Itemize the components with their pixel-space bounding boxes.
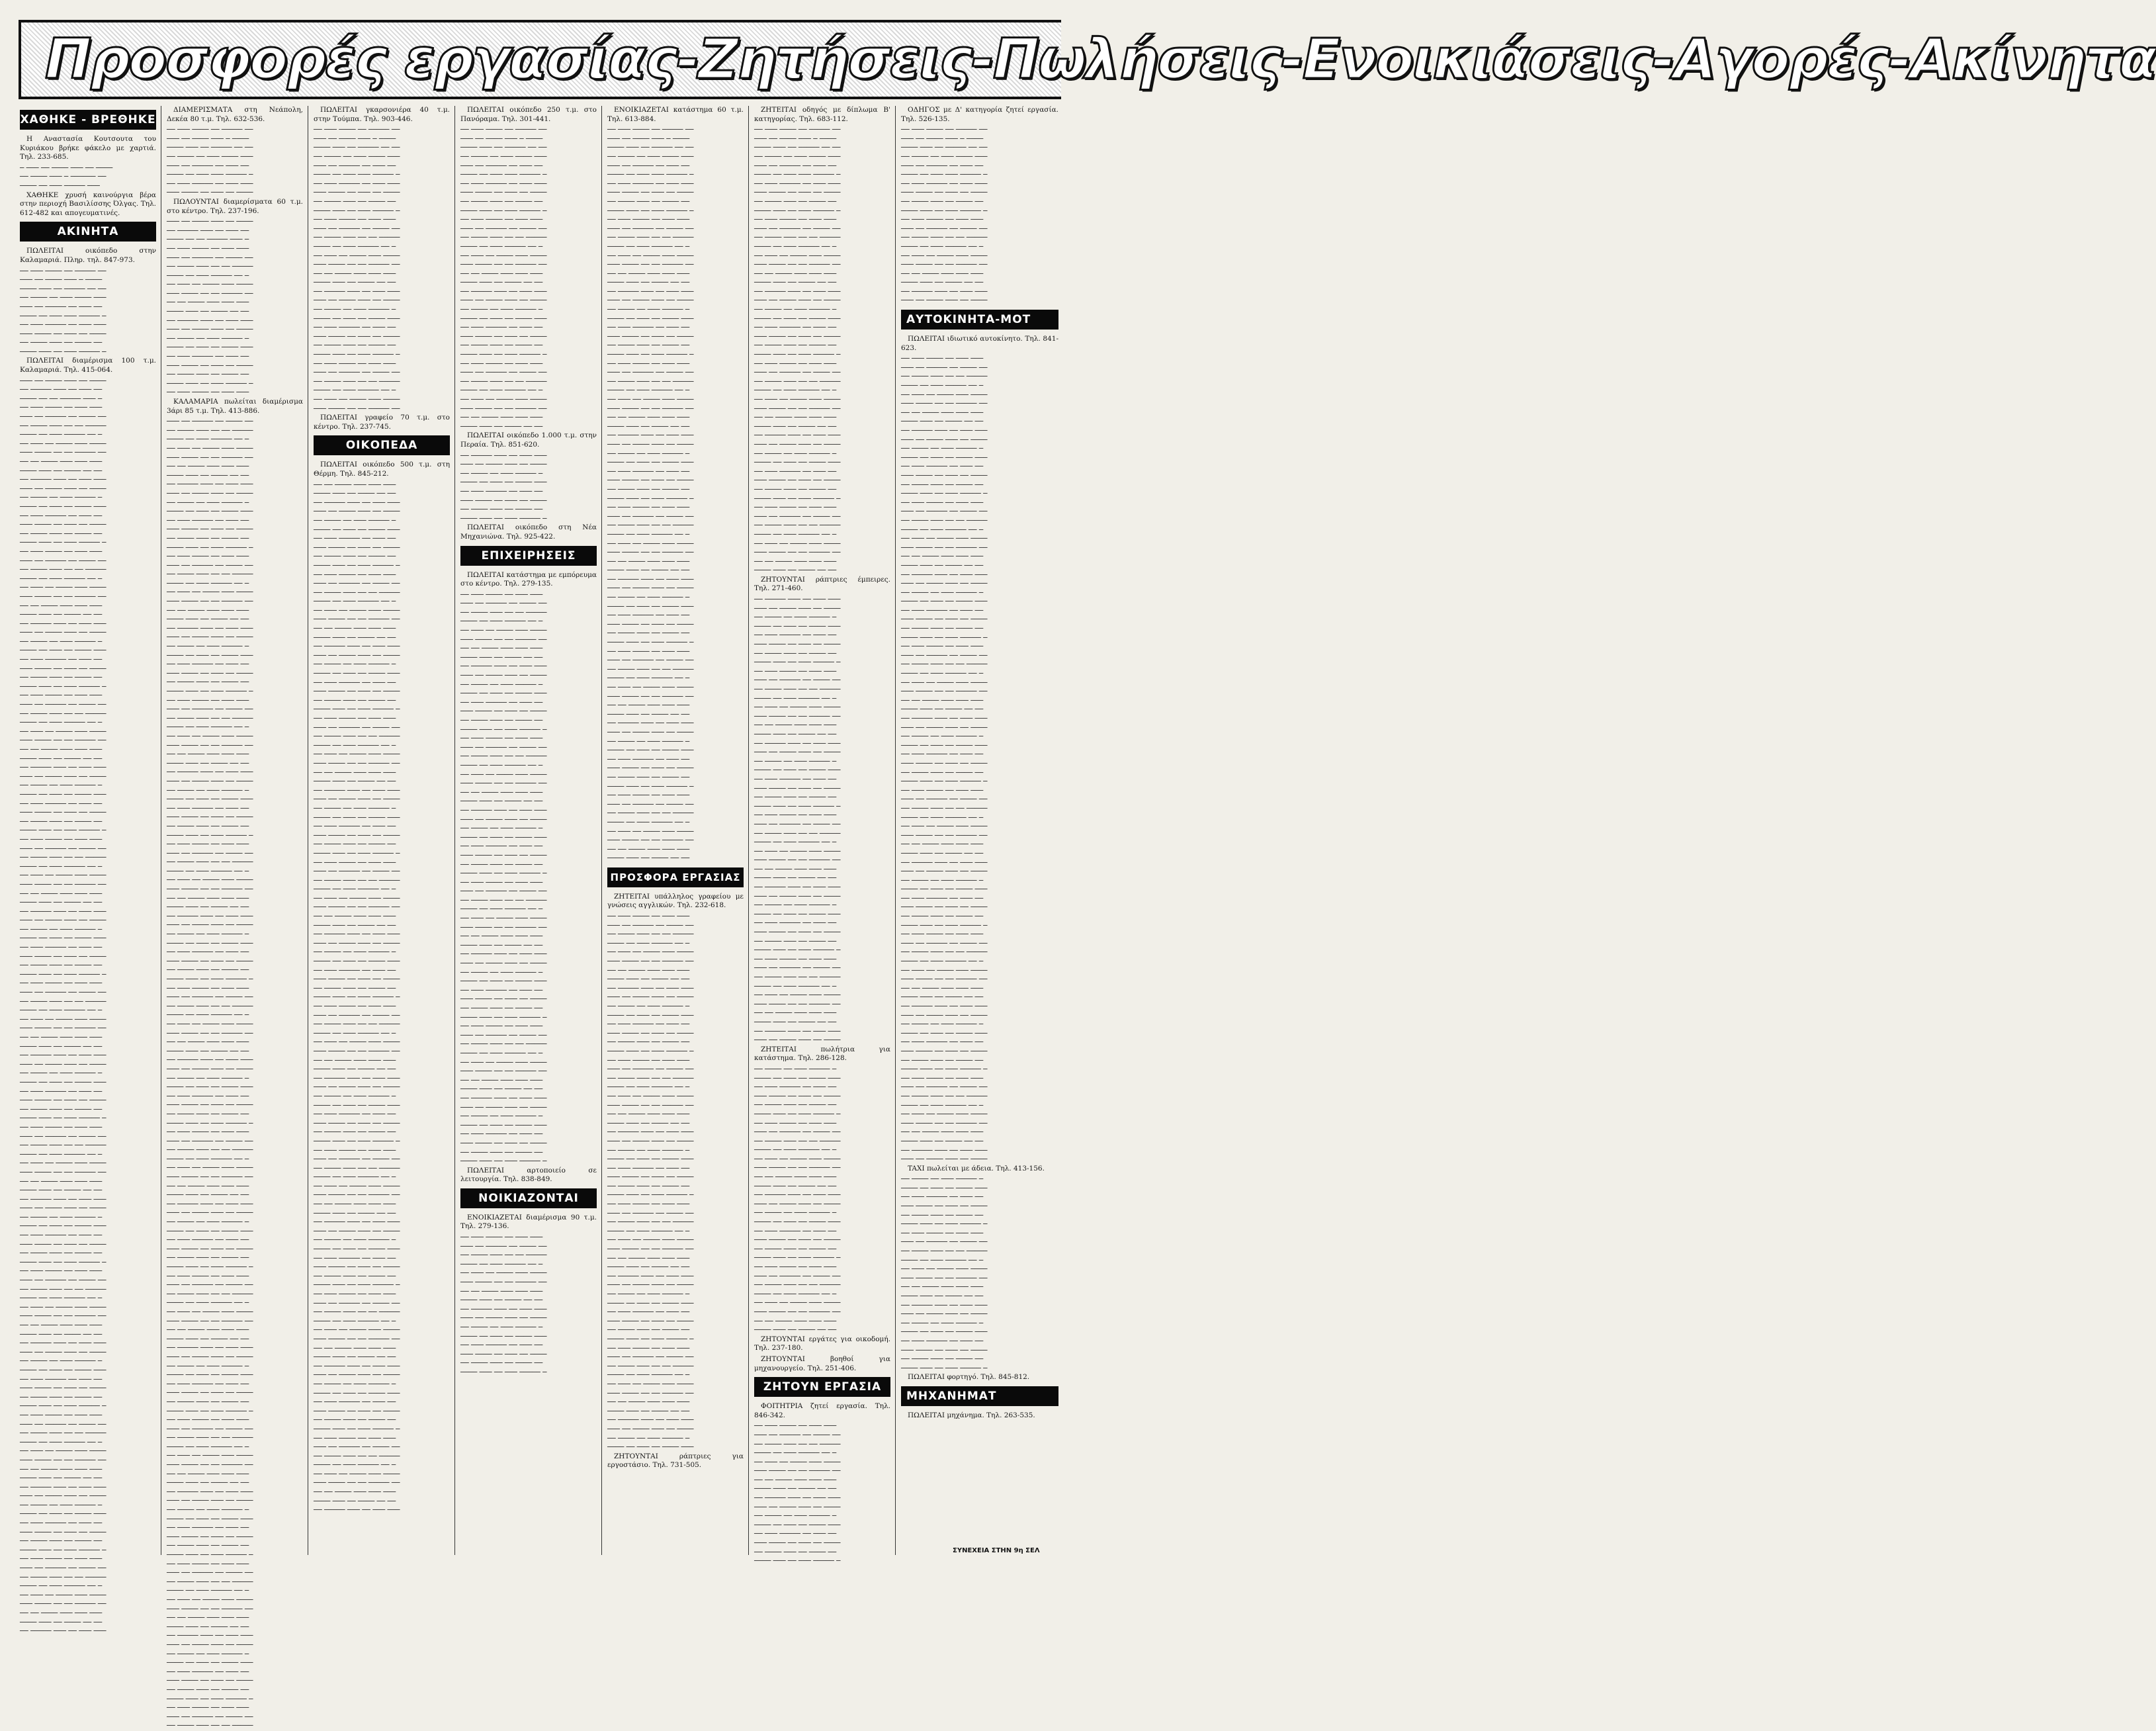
- ad-item: ΠΩΛΕΙΤΑΙ διαμέρισμα 100 τ.μ. Καλαμαριά. Τηλ. 415-064.: [20, 357, 156, 375]
- column-2: [167, 106, 303, 1730]
- banner-title: Προσφορές εργασίας-Ζητήσεις-Πωλήσεις-Ενοικιάσεις-Αγορές-Ακίνητα: [45, 26, 2156, 91]
- ad-item: ΦΟΙΤΗΤΡΙΑ ζητεί εργασία. Τηλ. 846-342.: [754, 1402, 890, 1419]
- ad-text-block: ── ─── ──── ── ───── ── ─── ── ──── ─── ─ ──── ──── ─── ── ───── ── ── ── ──── ── ─── ──── ─── ─── ── ───── ── ─── ── ──── ── ─── ─── ───── ─ ── ─── ───── ── ─── ─── ─── ──── ── ─── ── ──── ── ──── ─── ── ──── ── ──── ─── ── ─── ───── ─: [20, 267, 107, 356]
- ad-item: ΠΩΛΕΙΤΑΙ φορτηγό. Τηλ. 845-812.: [908, 1373, 1030, 1382]
- ad-text-block: ── ─── ──── ── ───── ── ─── ── ──── ─── ─ ──── ──── ─── ── ───── ── ── ── ──── ── ─── ──── ─── ─── ── ───── ── ─── ── ──── ── ─── ─── ───── ─ ── ─── ───── ── ─── ─── ─── ──── ── ─── ── ────: [167, 126, 253, 197]
- ad-item: ΖΗΤΕΙΤΑΙ πωλήτρια για κατάστημα. Τηλ. 286-128.: [754, 1045, 890, 1063]
- ad-text-block: ── ──── ── ─── ───── ─ ──── ── ─── ── ──── ─── ── ─── ───── ── ─── ── ─── ──── ── ─── ── ──── ── ──── ─── ── ──── ── ──── ─── ── ─── ───── ─ ── ─── ──── ── ─── ─── ─── ── ───── ── ──── ── ── ──── ─── ── ── ───── ──── ── ─── ───── ── ─ ── ─── ── ──── ─── ──── ─── ──── ── ── ───── ── ── ── ──── ─── ─── ─── ──── ─── ── ──── ── ── ── ───── ─── ── ─── ─── ─── ── ──── ─── ── ──── ── ──── ── ─── ───── ─ ──── ── ─── ── ──── ─── ── ─── ───── ── ─── ── ─── ──── ── ─── ── ──── ── ──── ─── ── ──── ── ──── ─── ── ─── ───── ─: [901, 1175, 988, 1372]
- ad-text-block: ── ───── ─── ── ─── ─── ─── ── ──── ─── ── ──── ── ──── ── ─── ───── ─ ──── ── ─── ── ──── ─── ── ─── ───── ── ─── ── ─── ──── ── ─── ── ──── ── ──── ─── ── ──── ── ──── ─── ── ─── ───── ─ ── ─── ──── ── ─── ─── ─── ── ───── ── ──── ── ── ──── ─── ── ── ───── ──── ── ─── ───── ── ─ ── ─── ── ──── ─── ──── ─── ──── ── ── ───── ── ── ── ──── ─── ─── ─── ──── ─── ── ──── ── ── ── ───── ─── ── ─── ─── ─── ── ──── ─── ── ──── ── ──── ── ─── ───── ─ ──── ── ─── ── ──── ─── ── ─── ───── ── ─── ── ─── ──── ── ─── ── ──── ── ──── ─── ── ──── ── ──── ─── ── ─── ───── ─ ── ─── ──── ── ─── ─── ─── ── ───── ── ──── ── ── ──── ─── ── ── ───── ──── ── ─── ───── ── ─ ── ─── ── ──── ─── ──── ─── ──── ── ── ───── ── ── ── ──── ─── ─── ─── ──── ─── ── ──── ── ── ── ───── ─── ── ─── ─── ─── ── ──── ─── ── ──── ── ──── ── ─── ───── ─ ──── ── ─── ── ──── ─── ── ─── ───── ── ─── ── ─── ──── ── ─── ── ──── ── ──── ─── ── ──── ── ──── ─── ── ─── ───── ─ ── ─── ──── ── ─── ─── ─── ── ───── ── ──── ── ── ──── ─── ── ── ───── ──── ── ─── ───── ── ─ ── ─── ── ──── ─── ──── ─── ──── ── ── ───── ── ── ── ──── ─── ─── ─── ──── ─── ── ──── ── ── ── ───── ─── ── ─── ─── ─── ── ──── ─── ── ────: [754, 596, 841, 1045]
- ad-item: ΟΔΗΓΟΣ με Δ' κατηγορία ζητεί εργασία. Τηλ. 526-135.: [901, 106, 1058, 123]
- section-for-rent: ΝΟΙΚΙΑΖΟΝΤΑΙ: [460, 1188, 597, 1208]
- column-1: [20, 106, 156, 1636]
- ad-text-block: ── ─── ──── ── ───── ── ─── ── ──── ─── ─ ──── ──── ─── ── ───── ── ── ── ──── ── ─── ──── ─── ─── ── ───── ── ─── ── ──── ── ─── ─── ───── ─ ── ─── ───── ── ─── ─── ─── ──── ── ─── ── ──── ── ──── ─── ── ──── ── ──── ─── ── ─── ───── ─ ── ─── ──── ── ─── ─── ─── ── ───── ── ──── ── ── ──── ─── ── ── ───── ──── ── ─── ───── ── ─ ── ─── ── ──── ─── ──── ─── ──── ── ── ───── ── ── ── ──── ─── ─── ─── ──── ─── ── ──── ── ── ── ───── ─── ── ─── ─── ─── ── ──── ─── ── ──── ── ──── ── ─── ───── ─ ──── ── ─── ── ──── ─── ── ─── ───── ── ─── ── ─── ──── ── ─── ── ──── ── ──── ─── ── ──── ── ──── ─── ── ─── ───── ─ ── ─── ──── ── ─── ─── ─── ── ───── ── ──── ── ── ──── ─── ── ── ───── ──── ── ─── ───── ── ─ ── ─── ── ──── ─── ──── ─── ──── ── ── ───── ── ── ── ──── ─── ─── ─── ──── ─── ── ──── ── ── ── ───── ─── ── ─── ─── ─── ── ──── ─── ── ──── ── ──── ── ─── ───── ─ ──── ── ─── ── ──── ─── ── ─── ───── ── ─── ── ─── ──── ── ─── ── ──── ── ──── ─── ── ──── ── ──── ─── ── ─── ───── ─ ── ─── ──── ── ─── ─── ─── ── ───── ── ──── ── ── ──── ─── ── ── ───── ──── ── ─── ───── ── ─ ── ─── ── ──── ─── ──── ─── ──── ── ── ───── ── ── ── ──── ─── ─── ─── ──── ─── ── ──── ── ── ── ───── ─── ── ─── ─── ─── ── ──── ─── ── ──── ── ──── ── ─── ───── ─ ──── ── ─── ── ──── ─── ── ─── ───── ── ─── ── ─── ──── ── ─── ── ──── ── ──── ─── ── ──── ── ──── ─── ── ─── ───── ─ ── ─── ──── ── ─── ─── ─── ── ───── ── ──── ── ── ──── ─── ── ── ───── ──── ── ─── ───── ── ─ ── ─── ── ──── ─── ──── ─── ──── ── ── ───── ── ── ── ──── ─── ─── ─── ──── ─── ── ──── ── ── ── ───── ─── ── ─── ─── ─── ── ──── ─── ── ──── ── ──── ── ─── ───── ─ ──── ── ─── ── ──── ─── ── ─── ───── ── ─── ── ─── ──── ── ─── ── ──── ── ──── ─── ── ──── ── ──── ─── ── ─── ───── ─ ── ─── ──── ── ─── ─── ─── ── ───── ── ──── ── ── ──── ─── ── ── ───── ──── ── ─── ───── ── ─ ── ─── ── ──── ─── ──── ─── ──── ── ── ───── ── ── ── ──── ─── ─── ─── ──── ─── ── ──── ── ──: [607, 126, 694, 863]
- ad-text-block: ── ─── ──── ── ─── ─── ─── ── ───── ── ──── ── ── ──── ─── ── ── ───── ──── ── ─── ───── ── ─ ── ─── ── ──── ─── ──── ─── ──── ── ── ───── ── ── ── ──── ─── ─── ─── ──── ─── ── ──── ── ── ── ───── ─── ── ─── ─── ─── ── ──── ─── ── ──── ── ──── ── ─── ───── ─ ──── ── ─── ── ──── ─── ── ─── ───── ── ─── ── ─── ──── ── ─── ── ──── ── ──── ─── ── ──── ── ──── ─── ── ─── ───── ─ ── ─── ──── ── ─── ─── ─── ── ───── ── ──── ── ── ──── ─── ── ── ───── ──── ── ─── ───── ── ─ ── ─── ── ──── ─── ──── ─── ──── ── ── ───── ── ── ── ──── ─── ─── ─── ──── ─── ── ──── ── ── ── ───── ─── ── ─── ─── ─── ── ──── ─── ── ──── ── ──── ── ─── ───── ─ ──── ── ─── ── ──── ─── ── ─── ───── ── ─── ── ─── ──── ── ─── ── ──── ── ──── ─── ── ──── ── ──── ─── ── ─── ───── ─ ── ─── ──── ── ─── ─── ─── ── ───── ── ──── ── ── ──── ─── ── ── ───── ──── ── ─── ───── ── ─ ── ─── ── ──── ─── ──── ─── ──── ── ── ───── ── ── ── ──── ─── ─── ─── ──── ─── ── ──── ── ── ── ───── ─── ── ─── ─── ─── ── ──── ─── ── ──── ── ──── ── ─── ───── ─ ──── ── ─── ── ──── ─── ── ─── ───── ── ─── ── ─── ──── ── ─── ── ──── ── ──── ─── ── ──── ── ──── ─── ── ─── ───── ─ ── ─── ──── ── ─── ─── ─── ── ───── ── ──── ── ── ──── ─── ── ── ───── ──── ── ─── ───── ── ─ ── ─── ── ──── ─── ──── ─── ──── ── ── ───── ── ── ── ──── ─── ─── ─── ──── ─── ── ──── ── ── ── ───── ─── ── ─── ─── ─── ── ──── ─── ── ──── ── ──── ── ─── ───── ─ ──── ── ─── ── ──── ─── ── ─── ───── ── ─── ── ─── ──── ── ─── ── ──── ── ──── ─── ── ──── ── ──── ─── ── ─── ───── ─: [460, 590, 547, 1166]
- ad-text-block: ── ─── ──── ── ───── ── ─── ── ──── ─── ─ ──── ──── ─── ── ───── ── ── ── ──── ── ─── ──── ─── ─── ── ───── ── ─── ── ──── ── ─── ─── ───── ─ ── ─── ───── ── ─── ─── ─── ──── ── ─── ── ──── ── ──── ─── ── ──── ── ──── ─── ── ─── ───── ─ ── ─── ──── ── ─── ─── ─── ── ───── ── ──── ── ── ──── ─── ── ── ───── ──── ── ─── ───── ── ─ ── ─── ── ──── ─── ──── ─── ──── ── ── ───── ── ── ── ──── ─── ─── ─── ──── ─── ── ──── ── ── ── ───── ─── ── ─── ─── ─── ── ──── ─── ── ────: [901, 126, 988, 305]
- column-rule: [601, 106, 602, 1555]
- ad-item: ΔΙΑΜΕΡΙΣΜΑΤΑ στη Νεάπολη, Δεκέα 80 τ.μ. Τηλ. 632-536.: [167, 106, 303, 123]
- ad-text-block: ── ── ──── ─── ─── ─── ──── ─── ── ──── ── ── ── ───── ─── ── ─── ─── ─── ── ──── ─── ── ──── ── ──── ── ─── ───── ─ ──── ── ─── ── ──── ─── ── ─── ───── ── ─── ── ─── ──── ── ─── ── ──── ── ──── ─── ── ──── ── ──── ─── ── ─── ───── ─ ── ─── ──── ── ─── ─── ─── ── ───── ── ──── ── ── ──── ─── ── ── ───── ──── ── ─── ───── ── ─ ── ─── ── ──── ─── ──── ─── ──── ── ── ───── ── ── ── ──── ─── ─── ─── ──── ─── ── ──── ── ── ── ───── ─── ── ─── ─── ─── ── ──── ─── ── ──── ── ──── ── ─── ───── ─ ──── ── ─── ── ──── ─── ── ─── ───── ── ─── ── ─── ──── ── ─── ── ──── ── ──── ─── ── ──── ── ──── ─── ── ─── ───── ─ ── ─── ──── ── ─── ─── ─── ── ───── ── ──── ── ── ──── ─── ── ── ───── ──── ── ─── ───── ── ─ ── ─── ── ──── ─── ──── ─── ──── ── ── ───── ── ── ── ──── ─── ─── ─── ──── ─── ── ──── ── ── ── ───── ─── ── ─── ─── ─── ── ──── ─── ── ──── ── ──── ── ─── ───── ─ ──── ── ─── ── ──── ─── ── ─── ───── ── ─── ── ─── ──── ── ─── ── ──── ── ──── ─── ── ──── ── ──── ─── ── ─── ───── ─ ── ─── ──── ── ─── ─── ─── ── ───── ── ──── ── ── ──── ─── ── ── ───── ──── ── ─── ───── ── ─ ── ─── ── ──── ─── ──── ─── ──── ── ── ───── ── ── ── ──── ─── ─── ─── ──── ─── ── ──── ── ── ── ───── ─── ── ─── ─── ─── ── ──── ─── ── ──── ── ──── ── ─── ───── ─ ──── ── ─── ── ──── ─── ── ─── ───── ── ─── ── ─── ──── ── ─── ── ──── ── ──── ─── ── ──── ── ──── ─── ── ─── ───── ─ ── ─── ──── ── ─── ─── ─── ── ───── ── ──── ── ── ──── ─── ── ── ───── ──── ── ─── ───── ── ─ ── ─── ── ──── ─── ──── ─── ──── ── ── ───── ── ── ── ──── ─── ─── ─── ──── ─── ── ──── ── ── ── ───── ─── ── ─── ─── ─── ── ──── ─── ── ──── ── ──── ── ─── ───── ─ ──── ── ─── ── ──── ─── ── ─── ───── ── ─── ── ─── ──── ── ─── ── ──── ── ──── ─── ── ──── ── ──── ─── ── ─── ───── ─ ── ─── ──── ── ─── ─── ─── ── ───── ── ──── ── ── ──── ─── ── ── ───── ──── ── ─── ───── ── ─ ── ─── ── ──── ─── ──── ─── ──── ── ── ───── ── ── ── ──── ─── ─── ─── ──── ─── ── ──── ── ── ── ───── ─── ── ─── ─── ─── ── ──── ─── ── ──── ── ──── ── ─── ───── ─ ──── ── ─── ── ──── ─── ── ─── ───── ── ─── ── ─── ──── ── ─── ── ──── ── ──── ─── ── ──── ── ──── ─── ── ─── ───── ─ ── ─── ──── ── ─── ─── ─── ── ───── ── ──── ── ── ──── ─── ── ── ───── ──── ── ─── ───── ── ─ ── ─── ── ──── ─── ──── ─── ──── ── ── ───── ── ── ── ──── ─── ─── ─── ──── ─── ── ──── ── ── ── ───── ─── ── ─── ─── ─── ── ──── ─── ── ──── ── ──── ── ─── ───── ─ ──── ── ─── ── ──── ─── ── ─── ───── ── ─── ── ─── ──── ── ─── ── ──── ── ──── ─── ── ──── ── ──── ─── ── ─── ───── ─ ── ─── ──── ── ─── ─── ─── ── ───── ── ──── ── ── ──── ─── ── ── ───── ──── ── ─── ───── ── ─ ── ─── ── ──── ─── ──── ─── ──── ── ── ───── ── ── ── ──── ─── ─── ─── ──── ─── ── ──── ── ── ── ───── ─── ── ─── ───: [314, 480, 400, 1515]
- ad-item: TAXI πωλείται με άδεια. Τηλ. 413-156.: [908, 1164, 1045, 1173]
- section-lost-found: ΧΑΘΗΚΕ - ΒΡΕΘΗΚΕ: [20, 110, 156, 130]
- ad-item: ΠΩΛΟΥΝΤΑΙ διαμερίσματα 60 τ.μ. στο κέντρο. Τηλ. 237-196.: [167, 197, 303, 215]
- ad-text-block: ── ─── ──── ── ───── ── ─── ── ──── ─── ─ ──── ──── ─── ── ───── ── ── ── ──── ── ─── ──── ─── ─── ── ───── ── ─── ── ──── ── ─── ─── ───── ─ ── ─── ───── ── ─── ─── ─── ──── ── ─── ── ──── ── ──── ─── ── ──── ── ──── ─── ── ─── ───── ─ ── ─── ──── ── ─── ─── ─── ── ───── ── ──── ── ── ──── ─── ── ── ───── ──── ── ─── ───── ── ─ ── ─── ── ──── ─── ──── ─── ──── ── ── ───── ── ── ── ──── ─── ─── ─── ──── ─── ── ──── ── ── ── ───── ─── ── ─── ─── ─── ── ──── ─── ── ──── ── ──── ── ─── ───── ─ ──── ── ─── ── ──── ─── ── ─── ───── ── ─── ── ─── ──── ── ─── ── ──── ── ──── ─── ── ──── ── ──── ─── ── ─── ───── ─ ── ─── ──── ── ─── ─── ─── ── ───── ── ──── ── ── ──── ─── ── ── ───── ──── ── ─── ───── ── ─ ── ─── ── ──── ─── ──── ─── ──── ── ── ───── ── ── ── ──── ─── ─── ─── ──── ─── ── ──── ── ──: [460, 126, 547, 431]
- ad-item: ΠΩΛΕΙΤΑΙ μηχάνημα. Τηλ. 263-535.: [908, 1411, 1035, 1419]
- column-rule: [454, 106, 455, 1555]
- ad-text-block: ─── ── ──── ─── ── ──── ── ───── ─── ── ─── ── ──── ── ── ───── ─── ─ ── ─── ──── ── ─── ─── ─── ── ───── ── ──── ── ── ──── ─── ── ── ───── ──── ── ─── ───── ── ─ ── ─── ── ──── ─── ──── ─── ──── ── ── ───── ── ── ── ──── ─── ─── ─── ──── ─── ── ──── ── ── ── ───── ─── ── ─── ─── ─── ── ──── ─── ── ──── ── ──── ── ─── ───── ─ ──── ── ─── ── ──── ─── ── ─── ───── ── ─── ── ─── ──── ── ─── ── ──── ── ──── ─── ── ──── ── ──── ─── ── ─── ───── ─ ── ─── ──── ── ─── ─── ─── ── ───── ── ──── ── ── ──── ─── ── ── ───── ──── ── ─── ───── ── ─ ── ─── ── ──── ─── ──── ─── ──── ── ── ───── ── ── ── ──── ─── ─── ─── ──── ─── ── ──── ── ── ── ───── ─── ── ─── ─── ─── ── ──── ─── ── ──── ── ──── ── ─── ───── ─ ──── ── ─── ── ──── ─── ── ─── ───── ── ─── ── ─── ──── ── ─── ── ──── ── ──── ─── ── ──── ── ──── ─── ── ─── ───── ─ ── ─── ──── ── ─── ─── ─── ── ───── ── ──── ── ── ──── ─── ── ── ───── ──── ── ─── ───── ── ─ ── ─── ── ──── ─── ──── ─── ──── ── ── ───── ── ── ── ──── ─── ─── ─── ──── ─── ── ──── ── ── ── ───── ─── ── ─── ─── ─── ── ──── ─── ── ──── ── ──── ── ─── ───── ─ ──── ── ─── ── ──── ─── ── ─── ───── ── ─── ── ─── ──── ── ─── ── ──── ── ──── ─── ── ──── ── ──── ─── ── ─── ───── ─ ── ─── ──── ── ─── ─── ─── ── ───── ── ──── ── ── ──── ─── ── ── ───── ──── ── ─── ───── ── ─ ── ─── ── ──── ─── ──── ─── ──── ── ── ───── ── ── ── ──── ─── ─── ─── ──── ─── ── ──── ── ── ── ───── ─── ── ─── ─── ─── ── ──── ─── ── ──── ── ──── ── ─── ───── ─ ──── ── ─── ── ──── ─── ── ─── ───── ── ─── ── ─── ──── ── ─── ── ──── ── ──── ─── ── ──── ── ──── ─── ── ─── ───── ─ ── ─── ──── ── ─── ─── ─── ── ───── ── ──── ── ── ──── ─── ── ── ───── ──── ── ─── ───── ── ─ ── ─── ── ──── ─── ──── ─── ──── ── ── ───── ── ── ── ──── ─── ─── ─── ──── ─── ── ──── ── ── ── ───── ─── ── ─── ─── ─── ── ──── ─── ── ──── ── ──── ── ─── ───── ─ ──── ── ─── ── ──── ─── ── ─── ───── ── ─── ── ─── ──── ── ─── ── ──── ── ──── ─── ── ──── ── ──── ─── ── ─── ───── ─ ── ─── ──── ── ─── ─── ─── ── ───── ── ──── ── ── ──── ─── ── ── ───── ──── ── ─── ───── ── ─ ── ─── ── ──── ─── ──── ─── ──── ── ── ───── ── ── ── ──── ─── ─── ─── ──── ─── ── ──── ── ── ── ───── ─── ── ─── ─── ─── ── ──── ─── ── ──── ── ──── ── ─── ───── ─ ──── ── ─── ── ──── ─── ── ─── ───── ── ─── ── ─── ──── ── ─── ── ──── ── ──── ─── ── ──── ── ──── ─── ── ─── ───── ─ ── ─── ──── ── ─── ─── ─── ── ───── ── ──── ── ── ──── ─── ── ── ───── ──── ── ─── ───── ── ─ ── ─── ── ──── ─── ──── ─── ──── ── ── ───── ── ── ── ──── ─── ─── ─── ──── ─── ── ──── ── ── ── ───── ─── ── ─── ─── ─── ── ──── ─── ── ──── ── ──── ── ─── ───── ─ ──── ── ─── ── ──── ─── ── ─── ───── ── ─── ── ─── ──── ── ─── ── ──── ── ──── ─── ── ──── ── ──── ─── ── ─── ───── ─ ── ─── ──── ── ─── ─── ─── ── ───── ── ──── ── ── ──── ─── ── ── ───── ──── ── ─── ───── ── ─ ── ─── ── ──── ─── ──── ─── ──── ── ── ───── ── ── ── ──── ─── ─── ─── ──── ─── ── ──── ── ── ── ───── ─── ── ─── ─── ─── ── ──── ─── ── ──── ── ──── ── ─── ───── ─ ──── ── ─── ── ──── ─── ── ─── ───── ── ─── ── ─── ──── ── ─── ── ──── ── ──── ─── ── ──── ── ──── ─── ── ─── ───── ─ ── ─── ──── ── ─── ─── ─── ── ───── ── ──── ── ── ──── ─── ── ── ───── ──── ── ─── ───── ── ─ ── ─── ── ──── ─── ──── ─── ──── ── ── ───── ── ── ── ──── ─── ─── ─── ──── ─── ── ──── ── ── ── ───── ─── ── ─── ───: [20, 377, 107, 1636]
- ad-item: ΖΗΤΟΥΝΤΑΙ βοηθοί για μηχανουργείο. Τηλ. 251-406.: [754, 1354, 890, 1372]
- ad-item: Η Αναστασία Κουτσουτα του Κυριάκου βρήκε φάκελο με χαρτιά. Τηλ. 233-685.: [20, 135, 156, 161]
- ad-item: ΠΩΛΕΙΤΑΙ οικόπεδο 250 τ.μ. στο Πανόραμα. Τηλ. 301-441.: [460, 106, 597, 123]
- column-4: [460, 106, 597, 1555]
- section-plots: ΟΙΚΟΠΕΔΑ: [314, 435, 450, 455]
- ad-item: ΖΗΤΟΥΝΤΑΙ εργάτες για οικοδομή. Τηλ. 237-180.: [754, 1335, 890, 1353]
- ad-item: ΖΗΤΟΥΝΤΑΙ ράπτριες έμπειρες. Τηλ. 271-460.: [754, 575, 890, 593]
- ad-text-block: ── ───── ─── ── ─── ─── ─── ── ──── ─── ── ──── ── ──── ── ─── ───── ─ ──── ── ─── ── ──── ─── ── ─── ───── ── ─── ── ─── ──── ── ─── ── ──── ── ──── ─── ── ──── ── ──── ─── ── ─── ───── ─: [460, 451, 547, 523]
- ad-text-block: ── ─── ──── ── ─── ─── ─── ── ───── ── ──── ── ── ──── ─── ── ── ───── ──── ── ─── ───── ── ─ ── ─── ── ──── ─── ──── ─── ──── ── ── ───── ── ── ── ──── ─── ─── ─── ──── ─── ── ──── ── ── ── ───── ─── ── ─── ─── ─── ── ──── ─── ── ──── ── ──── ── ─── ───── ─ ──── ── ─── ── ──── ─── ── ─── ───── ── ─── ── ─── ──── ── ─── ── ──── ── ──── ─── ── ──── ── ──── ─── ── ─── ───── ─: [460, 1233, 547, 1376]
- ad-item: ΠΩΛΕΙΤΑΙ γκαρσονιέρα 40 τ.μ. στην Τούμπα. Τηλ. 903-446.: [314, 106, 450, 123]
- ad-item: ΕΝΟΙΚΙΑΖΕΤΑΙ διαμέρισμα 90 τ.μ. Τηλ. 279-136.: [460, 1213, 597, 1231]
- ad-item: ΠΩΛΕΙΤΑΙ αρτοποιείο σε λειτουργία. Τηλ. 838-849.: [460, 1166, 597, 1184]
- ad-item: ΚΑΛΑΜΑΡΙΑ πωλείται διαμέρισμα 3άρι 85 τ.μ. Τηλ. 413-886.: [167, 398, 303, 415]
- ad-item: ΠΩΛΕΙΤΑΙ ιδιωτικό αυτοκίνητο. Τηλ. 841-623.: [901, 335, 1058, 352]
- ad-item: ΠΩΛΕΙΤΑΙ κατάστημα με εμπόρευμα στο κέντρο. Τηλ. 279-135.: [460, 570, 597, 588]
- ad-text-block: ─── ── ──── ─── ── ──── ── ───── ─── ── ─── ── ──── ── ── ───── ─── ─ ── ─── ──── ── ─── ─── ─── ── ───── ── ──── ── ── ──── ─── ── ── ───── ──── ── ─── ───── ── ─ ── ─── ── ──── ─── ──── ─── ──── ── ── ───── ── ── ── ──── ─── ─── ─── ──── ─── ── ──── ── ── ── ───── ─── ── ─── ─── ─── ── ──── ─── ── ──── ── ──── ── ─── ───── ─ ──── ── ─── ── ──── ─── ── ─── ───── ── ─── ── ─── ──── ── ─── ── ──── ── ──── ─── ── ──── ── ──── ─── ── ─── ───── ─ ── ─── ──── ── ─── ───: [167, 218, 253, 397]
- section-businesses: ΕΠΙΧΕΙΡΗΣΕΙΣ: [460, 546, 597, 566]
- ad-item: ΠΩΛΕΙΤΑΙ οικόπεδο 500 τ.μ. στη Θέρμη. Τηλ. 845-212.: [314, 461, 450, 478]
- column-3: [314, 106, 450, 1555]
- section-cars: ΑΥΤΟΚΙΝΗΤΑ-ΜΟΤ: [901, 310, 1058, 330]
- ad-item: ΕΝΟΙΚΙΑΖΕΤΑΙ κατάστημα 60 τ.μ. Τηλ. 613-884.: [607, 106, 744, 123]
- column-rule: [895, 106, 896, 1555]
- column-6: [754, 106, 890, 1566]
- ad-item: ΖΗΤΟΥΝΤΑΙ ράπτριες για εργοστάσιο. Τηλ. 731-505.: [607, 1452, 744, 1470]
- ad-text-block: ─── ── ───── ── ──── ── ── ──── ─── ── ── ───── ──── ── ─── ───── ── ─ ── ─── ── ──── ─── ──── ─── ──── ── ── ───── ── ── ── ──── ─── ─── ─── ──── ─── ── ──── ── ── ── ───── ─── ── ─── ─── ─── ── ──── ─── ── ──── ── ──── ── ─── ───── ─ ──── ── ─── ── ──── ─── ── ─── ───── ── ─── ── ─── ──── ── ─── ── ──── ── ──── ─── ── ──── ── ──── ─── ── ─── ───── ─ ── ─── ──── ── ─── ─── ─── ── ───── ── ──── ── ── ──── ─── ── ── ───── ──── ── ─── ───── ── ─ ── ─── ── ──── ─── ──── ─── ──── ── ── ───── ── ── ── ──── ─── ─── ─── ──── ─── ── ──── ── ── ── ───── ─── ── ─── ─── ─── ── ──── ─── ── ──── ── ──── ── ─── ───── ─ ──── ── ─── ── ──── ─── ── ─── ───── ── ─── ── ─── ──── ── ─── ── ──── ── ──── ─── ── ──── ── ──── ─── ── ─── ───── ─ ── ─── ──── ── ─── ─── ─── ── ───── ── ──── ── ── ──── ─── ── ── ───── ──── ── ─── ───── ── ─ ── ─── ── ──── ─── ──── ─── ──── ── ── ───── ── ── ── ──── ─── ─── ─── ──── ─── ── ──── ── ── ── ───── ─── ── ─── ─── ─── ── ──── ─── ── ──── ── ──── ── ─── ───── ─ ──── ── ─── ── ──── ─── ── ─── ───── ── ─── ── ─── ──── ── ─── ── ──── ── ──── ─── ── ──── ── ──── ─── ── ─── ───── ─ ── ─── ──── ── ─── ─── ─── ── ───── ── ──── ── ── ──── ─── ── ── ───── ──── ── ─── ───── ── ─ ── ─── ── ──── ─── ──── ─── ──── ── ── ───── ── ── ── ──── ─── ─── ─── ──── ─── ── ──── ── ── ── ───── ─── ── ─── ─── ─── ── ──── ─── ── ──── ── ──── ── ─── ───── ─ ──── ── ─── ── ──── ─── ── ─── ───── ── ─── ── ─── ──── ── ─── ── ──── ── ──── ─── ── ──── ── ──── ─── ── ─── ───── ─ ── ─── ──── ── ─── ─── ─── ── ───── ── ──── ── ── ──── ─── ── ── ───── ──── ── ─── ───── ── ─ ── ─── ── ──── ─── ──── ─── ──── ── ── ───── ── ── ── ──── ─── ─── ─── ──── ─── ── ──── ── ── ── ───── ─── ── ─── ─── ─── ── ──── ─── ── ──── ── ──── ── ─── ───── ─ ──── ── ─── ── ──── ─── ── ─── ───── ── ─── ── ─── ──── ── ─── ── ──── ── ──── ─── ── ──── ── ──── ─── ── ─── ───── ─ ── ─── ──── ── ─── ─── ─── ── ───── ── ──── ── ── ──── ─── ── ── ───── ──── ── ─── ───── ── ─ ── ─── ── ──── ─── ──── ─── ──── ── ── ───── ── ── ── ──── ─── ─── ─── ──── ─── ── ──── ── ── ── ───── ─── ── ─── ─── ─── ── ──── ─── ── ──── ── ──── ── ─── ───── ─ ──── ── ─── ── ──── ─── ── ─── ───── ── ─── ── ─── ──── ── ─── ── ──── ── ──── ─── ── ──── ── ──── ─── ── ─── ───── ─ ── ─── ──── ── ─── ─── ─── ── ───── ── ──── ── ── ──── ─── ── ── ───── ──── ── ─── ───── ── ─ ── ─── ── ──── ─── ──── ─── ──── ── ── ───── ── ── ── ──── ─── ─── ─── ──── ─── ── ──── ── ── ── ───── ─── ── ─── ─── ─── ── ──── ─── ── ──── ── ──── ── ─── ───── ─ ──── ── ─── ── ──── ─── ── ─── ───── ── ─── ── ─── ──── ── ─── ── ──── ── ──── ─── ── ──── ── ──── ─── ── ─── ───── ─ ── ─── ──── ── ─── ─── ─── ── ───── ── ──── ── ── ──── ─── ── ── ───── ──── ── ─── ───── ── ─ ── ─── ── ──── ─── ──── ─── ──── ── ── ───── ── ── ── ──── ─── ─── ─── ──── ─── ── ──── ── ── ── ───── ─── ── ─── ─── ─── ── ──── ─── ── ──── ── ──── ── ─── ───── ─ ──── ── ─── ── ──── ─── ── ─── ───── ── ─── ── ─── ──── ── ─── ── ──── ── ──── ─── ── ──── ── ──── ─── ── ─── ───── ─ ── ─── ──── ── ─── ─── ─── ── ───── ── ──── ── ── ──── ─── ── ── ───── ──── ── ─── ───── ── ─ ── ─── ── ──── ─── ──── ─── ──── ── ── ───── ── ── ── ──── ─── ─── ─── ──── ─── ── ──── ── ── ── ───── ─── ── ─── ─── ─── ── ──── ─── ── ──── ── ──── ── ─── ───── ─ ──── ── ─── ── ──── ─── ── ─── ───── ── ─── ── ─── ──── ── ─── ── ──── ── ──── ─── ── ──── ── ──── ─── ── ─── ───── ─ ── ─── ──── ── ─── ─── ─── ── ───── ── ──── ── ── ──── ─── ── ── ─────: [167, 418, 253, 1730]
- section-jobs-wanted: ΖΗΤΟΥΝ ΕΡΓΑΣΙΑ: [754, 1377, 890, 1397]
- column-7: [901, 106, 1058, 1555]
- ad-item: ΠΩΛΕΙΤΑΙ οικόπεδο στην Καλαμαριά. Πληρ. τηλ. 847-973.: [20, 247, 156, 264]
- ad-text-block: ── ─── ──── ── ───── ── ─── ── ──── ─── ─ ──── ──── ─── ── ───── ── ── ── ──── ── ─── ──── ─── ─── ── ───── ── ─── ── ──── ── ─── ─── ───── ─ ── ─── ───── ── ─── ─── ─── ──── ── ─── ── ──── ── ──── ─── ── ──── ── ──── ─── ── ─── ───── ─ ── ─── ──── ── ─── ─── ─── ── ───── ── ──── ── ── ──── ─── ── ── ───── ──── ── ─── ───── ── ─ ── ─── ── ──── ─── ──── ─── ──── ── ── ───── ── ── ── ──── ─── ─── ─── ──── ─── ── ──── ── ── ── ───── ─── ── ─── ─── ─── ── ──── ─── ── ──── ── ──── ── ─── ───── ─ ──── ── ─── ── ──── ─── ── ─── ───── ── ─── ── ─── ──── ── ─── ── ──── ── ──── ─── ── ──── ── ──── ─── ── ─── ───── ─ ── ─── ──── ── ─── ─── ─── ── ───── ── ──── ── ── ──── ─── ── ── ───── ──── ── ─── ───── ── ─ ── ─── ── ──── ─── ──── ─── ──── ── ── ───── ──: [314, 126, 400, 413]
- ad-item: ΠΩΛΕΙΤΑΙ οικόπεδο 1.000 τ.μ. στην Περαία. Τηλ. 851-620.: [460, 431, 597, 449]
- ad-item: ΖΗΤΕΙΤΑΙ οδηγός με δίπλωμα Β' κατηγορίας. Τηλ. 683-112.: [754, 106, 890, 123]
- ad-item: ΠΩΛΕΙΤΑΙ οικόπεδο στη Νέα Μηχανιώνα. Τηλ. 925-422.: [460, 523, 597, 541]
- ad-item: ΖΗΤΕΙΤΑΙ υπάλληλος γραφείου με γνώσεις αγγλικών. Τηλ. 232-618.: [607, 892, 744, 910]
- classifieds-banner: [19, 20, 2156, 99]
- section-real-estate: ΑΚΙΝΗΤΑ: [20, 222, 156, 242]
- ad-text-block: ── ─── ──── ── ─── ─── ─── ── ───── ── ──── ── ── ──── ─── ── ── ───── ──── ── ─── ───── ── ─ ── ─── ── ──── ─── ──── ─── ──── ── ── ───── ── ── ── ──── ─── ─── ─── ──── ─── ── ──── ── ── ── ───── ─── ── ─── ─── ─── ── ──── ─── ── ──── ── ──── ── ─── ───── ─ ──── ── ─── ── ──── ─── ── ─── ───── ── ─── ── ─── ──── ── ─── ── ──── ── ──── ─── ── ──── ── ──── ─── ── ─── ───── ─ ── ─── ──── ── ─── ─── ─── ── ───── ── ──── ── ── ──── ─── ── ── ───── ──── ── ─── ───── ── ─ ── ─── ── ──── ─── ──── ─── ──── ── ── ───── ── ── ── ──── ─── ─── ─── ──── ─── ── ──── ── ── ── ───── ─── ── ─── ─── ─── ── ──── ─── ── ──── ── ──── ── ─── ───── ─ ──── ── ─── ── ──── ─── ── ─── ───── ── ─── ── ─── ──── ── ─── ── ──── ── ──── ─── ── ──── ── ──── ─── ── ─── ───── ─ ── ─── ──── ── ─── ─── ─── ── ───── ── ──── ── ── ──── ─── ── ── ───── ──── ── ─── ───── ── ─ ── ─── ── ──── ─── ──── ─── ──── ── ── ───── ── ── ── ──── ─── ─── ─── ──── ─── ── ──── ── ── ── ───── ─── ── ─── ─── ─── ── ──── ─── ── ──── ── ──── ── ─── ───── ─ ──── ── ─── ── ──── ─── ── ─── ───── ── ─── ── ─── ──── ── ─── ── ──── ── ──── ─── ── ──── ── ──── ─── ── ─── ───── ─ ── ─── ──── ── ─── ─── ─── ── ───── ── ──── ── ── ──── ─── ── ── ───── ──── ── ─── ───── ── ─ ── ─── ── ──── ─── ──── ─── ──── ── ── ───── ── ── ── ──── ─── ─── ─── ──── ─── ── ──── ── ── ── ───── ─── ── ─── ─── ─── ── ──── ─── ── ──── ── ──── ── ─── ───── ─ ──── ── ─── ── ──── ─── ── ─── ───── ── ─── ── ─── ──── ── ─── ── ──── ── ──── ─── ── ──── ── ──── ─── ── ─── ───── ─ ── ─── ──── ── ─── ─── ─── ── ───── ── ──── ── ── ──── ─── ── ── ───── ──── ── ─── ───── ── ─ ── ─── ── ──── ─── ──── ─── ──── ── ── ───── ── ── ── ──── ─── ─── ─── ──── ─── ── ──── ── ── ── ───── ─── ── ─── ─── ─── ── ──── ─── ── ──── ── ──── ── ─── ───── ─ ──── ── ─── ── ──── ─── ── ─── ───── ── ─── ── ─── ──── ── ─── ── ──── ── ──── ─── ── ──── ── ──── ─── ── ─── ───── ─ ── ─── ──── ── ─── ─── ─── ── ───── ── ──── ── ── ──── ─── ── ── ───── ──── ── ─── ───── ── ─ ── ─── ── ──── ─── ──── ─── ──── ── ── ───── ── ── ── ──── ─── ─── ─── ──── ─── ── ──── ── ── ── ───── ─── ── ─── ─── ─── ── ──── ─── ── ────: [901, 355, 988, 1164]
- ad-item: ΧΑΘΗΚΕ χρυσή καινούργια βέρα στην περιοχή Βασιλίσσης Όλγας. Τηλ. 612-482 και απογευματινές.: [20, 191, 156, 217]
- column-5: [607, 106, 744, 1555]
- ad-item: ΠΩΛΕΙΤΑΙ γραφείο 70 τ.μ. στο κέντρο. Τηλ. 237-745.: [314, 414, 450, 431]
- column-rule: [748, 106, 749, 1555]
- ad-text-block: ─ ─── ── ──── ─── ── ──── ── ──── ─── ─ ────── ── ──── ── ─── ───── ───: [20, 163, 113, 190]
- section-machinery: ΜΗΧΑΝΗΜΑΤ: [901, 1386, 1058, 1406]
- section-job-offers: ΠΡΟΣΦΟΡΑ ΕΡΓΑΣΙΑΣ: [607, 867, 744, 887]
- ad-text-block: ── ─── ──── ── ─── ─── ─── ── ───── ── ──── ── ── ──── ─── ── ── ───── ──── ── ─── ───── ── ─ ── ─── ── ──── ─── ──── ─── ──── ── ── ───── ── ── ── ──── ─── ─── ─── ──── ─── ── ──── ── ── ── ───── ─── ── ─── ─── ─── ── ──── ─── ── ──── ── ──── ── ─── ───── ─ ──── ── ─── ── ──── ─── ── ─── ───── ── ─── ── ─── ──── ── ─── ── ──── ── ──── ─── ── ──── ── ──── ─── ── ─── ───── ─ ── ─── ──── ── ─── ─── ─── ── ───── ── ──── ── ── ──── ─── ── ── ───── ──── ── ─── ───── ── ─ ── ─── ── ──── ─── ──── ─── ──── ── ── ───── ── ── ── ──── ─── ─── ─── ──── ─── ── ──── ── ── ── ───── ─── ── ─── ─── ─── ── ──── ─── ── ──── ── ──── ── ─── ───── ─ ──── ── ─── ── ──── ─── ── ─── ───── ── ─── ── ─── ──── ── ─── ── ──── ── ──── ─── ── ──── ── ──── ─── ── ─── ───── ─ ── ─── ──── ── ─── ─── ─── ── ───── ── ──── ── ── ──── ─── ── ── ───── ──── ── ─── ───── ── ─ ── ─── ── ──── ─── ──── ─── ──── ── ── ───── ── ── ── ──── ─── ─── ─── ──── ─── ── ──── ── ── ── ───── ─── ── ─── ─── ─── ── ──── ─── ── ──── ── ──── ── ─── ───── ─ ──── ── ─── ── ──── ─── ── ─── ───── ── ─── ── ─── ──── ── ─── ── ──── ── ──── ─── ── ──── ── ──── ─── ── ─── ───── ─ ── ─── ──── ── ─── ─── ─── ── ───── ── ──── ── ── ──── ─── ── ── ───── ──── ── ─── ───── ── ─ ── ─── ── ──── ─── ──── ─── ──── ── ── ───── ── ── ── ──── ─── ─── ─── ──── ─── ── ──── ── ── ── ───── ─── ── ─── ─── ─── ── ──── ─── ── ──── ── ──── ── ─── ───── ─ ──── ── ─── ── ──── ───: [607, 912, 694, 1452]
- continued-note: ΣΥΝΕΧΕΙΑ ΣΤΗΝ 9η ΣΕΛ: [953, 1547, 1040, 1554]
- ad-text-block: ── ─── ──── ── ───── ── ─── ── ──── ─── ─ ──── ──── ─── ── ───── ── ── ── ──── ── ─── ──── ─── ─── ── ───── ── ─── ── ──── ── ─── ─── ───── ─ ── ─── ───── ── ─── ─── ─── ──── ── ─── ── ──── ── ──── ─── ── ──── ── ──── ─── ── ─── ───── ─ ── ─── ──── ── ─── ─── ─── ── ───── ── ──── ── ── ──── ─── ── ── ───── ──── ── ─── ───── ── ─ ── ─── ── ──── ─── ──── ─── ──── ── ── ───── ── ── ── ──── ─── ─── ─── ──── ─── ── ──── ── ── ── ───── ─── ── ─── ─── ─── ── ──── ─── ── ──── ── ──── ── ─── ───── ─ ──── ── ─── ── ──── ─── ── ─── ───── ── ─── ── ─── ──── ── ─── ── ──── ── ──── ─── ── ──── ── ──── ─── ── ─── ───── ─ ── ─── ──── ── ─── ─── ─── ── ───── ── ──── ── ── ──── ─── ── ── ───── ──── ── ─── ───── ── ─ ── ─── ── ──── ─── ──── ─── ──── ── ── ───── ── ── ── ──── ─── ─── ─── ──── ─── ── ──── ── ── ── ───── ─── ── ─── ─── ─── ── ──── ─── ── ──── ── ──── ── ─── ───── ─ ──── ── ─── ── ──── ─── ── ─── ───── ── ─── ── ─── ──── ── ─── ── ──── ── ──── ─── ── ──── ── ──── ─── ── ─── ───── ─ ── ─── ──── ── ─── ─── ─── ── ───── ── ──── ── ── ──── ─── ── ── ───── ──── ── ─── ───── ── ─ ── ─── ── ──── ─── ──── ─── ──── ── ── ───── ── ── ── ──── ─── ─── ─── ──── ─── ── ──── ── ──: [754, 126, 841, 575]
- ad-text-block: ── ─── ──── ── ─── ─── ─── ── ───── ── ──── ── ── ──── ─── ── ── ───── ──── ── ─── ───── ── ─ ── ─── ── ──── ─── ──── ─── ──── ── ── ───── ── ── ── ──── ─── ─── ─── ──── ─── ── ──── ── ── ── ───── ─── ── ─── ─── ─── ── ──── ─── ── ──── ── ──── ── ─── ───── ─ ──── ── ─── ── ──── ─── ── ─── ───── ── ─── ── ─── ──── ── ─── ── ──── ── ──── ─── ── ──── ── ──── ─── ── ─── ───── ─: [754, 1422, 841, 1566]
- ad-text-block: ── ──── ── ─── ───── ─ ──── ── ─── ── ──── ─── ── ─── ───── ── ─── ── ─── ──── ── ─── ── ──── ── ──── ─── ── ──── ── ──── ─── ── ─── ───── ─ ── ─── ──── ── ─── ─── ─── ── ───── ── ──── ── ── ──── ─── ── ── ───── ──── ── ─── ───── ── ─ ── ─── ── ──── ─── ──── ─── ──── ── ── ───── ── ── ── ──── ─── ─── ─── ──── ─── ── ──── ── ── ── ───── ─── ── ─── ─── ─── ── ──── ─── ── ──── ── ──── ── ─── ───── ─ ──── ── ─── ── ──── ─── ── ─── ───── ── ─── ── ─── ──── ── ─── ── ──── ── ──── ─── ── ──── ── ──── ─── ── ─── ───── ─ ── ─── ──── ── ─── ─── ─── ── ───── ── ──── ── ── ──── ─── ── ── ───── ──── ── ─── ───── ── ─ ── ─── ── ──── ─── ──── ─── ──── ── ── ───── ── ── ── ──── ─── ─── ─── ──── ─── ── ──── ── ──: [754, 1065, 841, 1335]
